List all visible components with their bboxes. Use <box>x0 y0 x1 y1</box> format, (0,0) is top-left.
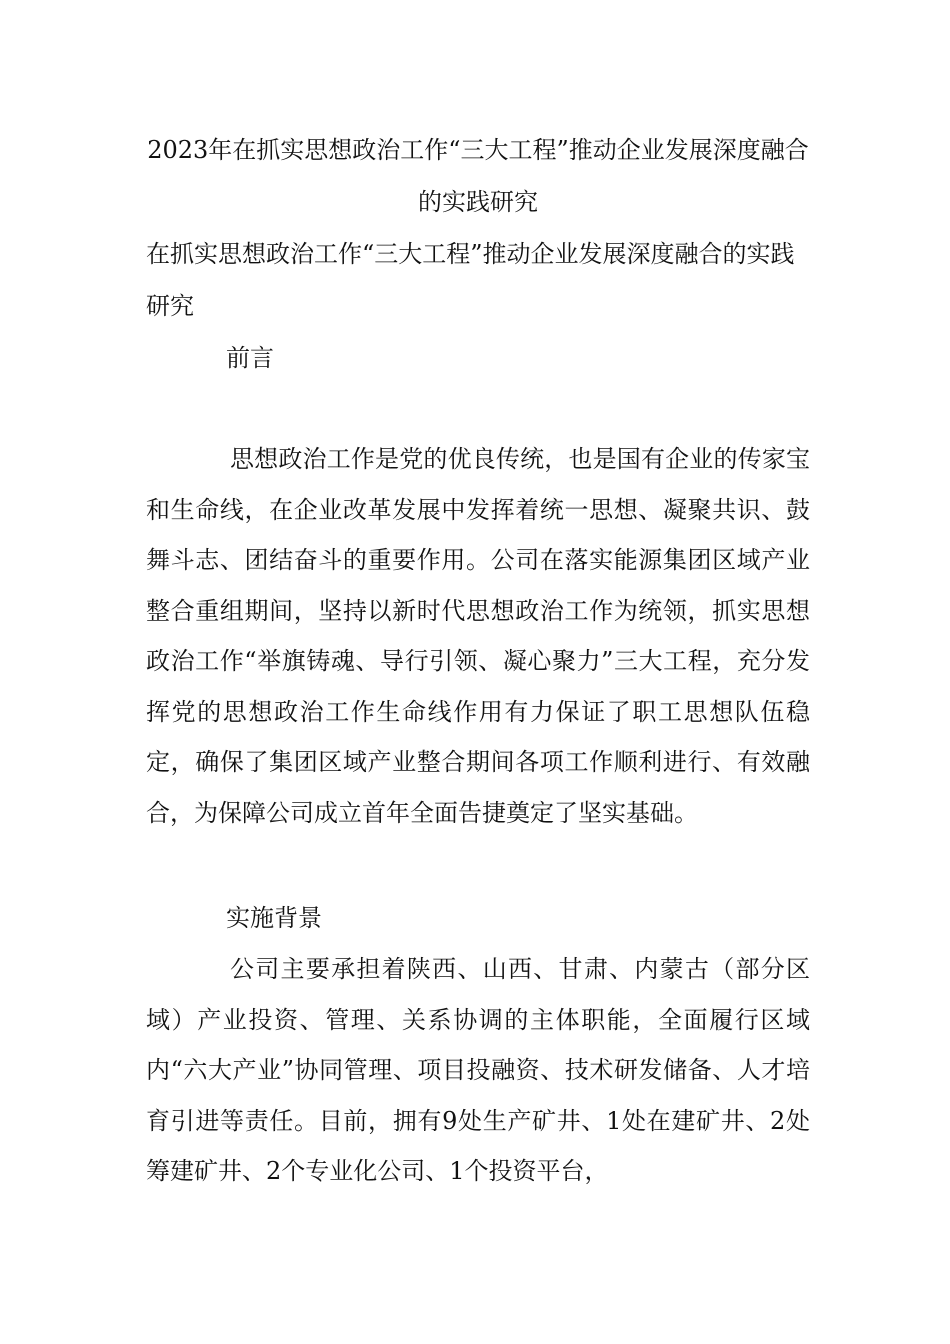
section-paragraph-background: 公司主要承担着陕西、山西、甘肃、内蒙古（部分区域）产业投资、管理、关系协调的主体职能，全面履行区域内“六大产业”协同管理、项目投融资、技术研发储备、人才培育引进等责任。目前，拥有9处生产矿井、1处在建矿井、2处筹建矿井、2个专业化公司、1个投资平台， <box>146 955 810 1185</box>
spacer <box>146 384 810 434</box>
section-heading-preface: 前言 <box>226 344 274 372</box>
spacer <box>146 838 810 892</box>
section-heading-background: 实施背景 <box>226 904 322 932</box>
document-title: 2023年在抓实思想政治工作“三大工程”推动企业发展深度融合的实践研究 <box>147 136 809 216</box>
document-subtitle: 在抓实思想政治工作“三大工程”推动企业发展深度融合的实践研究 <box>146 240 795 320</box>
section-paragraph-preface: 思想政治工作是党的优良传统，也是国有企业的传家宝和生命线，在企业改革发展中发挥着统一思想、凝聚共识、鼓舞斗志、团结奋斗的重要作用。公司在落实能源集团区域产业整合重组期间，坚持以新时代思想政治工作为统领，抓实思想政治工作“举旗铸魂、导行引领、凝心聚力”三大工程，充分发挥党的思想政治工作生命线作用有力保证了职工思想队伍稳定，确保了集团区域产业整合期间各项工作顺利进行、有效融合，为保障公司成立首年全面告捷奠定了坚实基础。 <box>146 445 810 827</box>
document-page <box>146 124 810 1197</box>
